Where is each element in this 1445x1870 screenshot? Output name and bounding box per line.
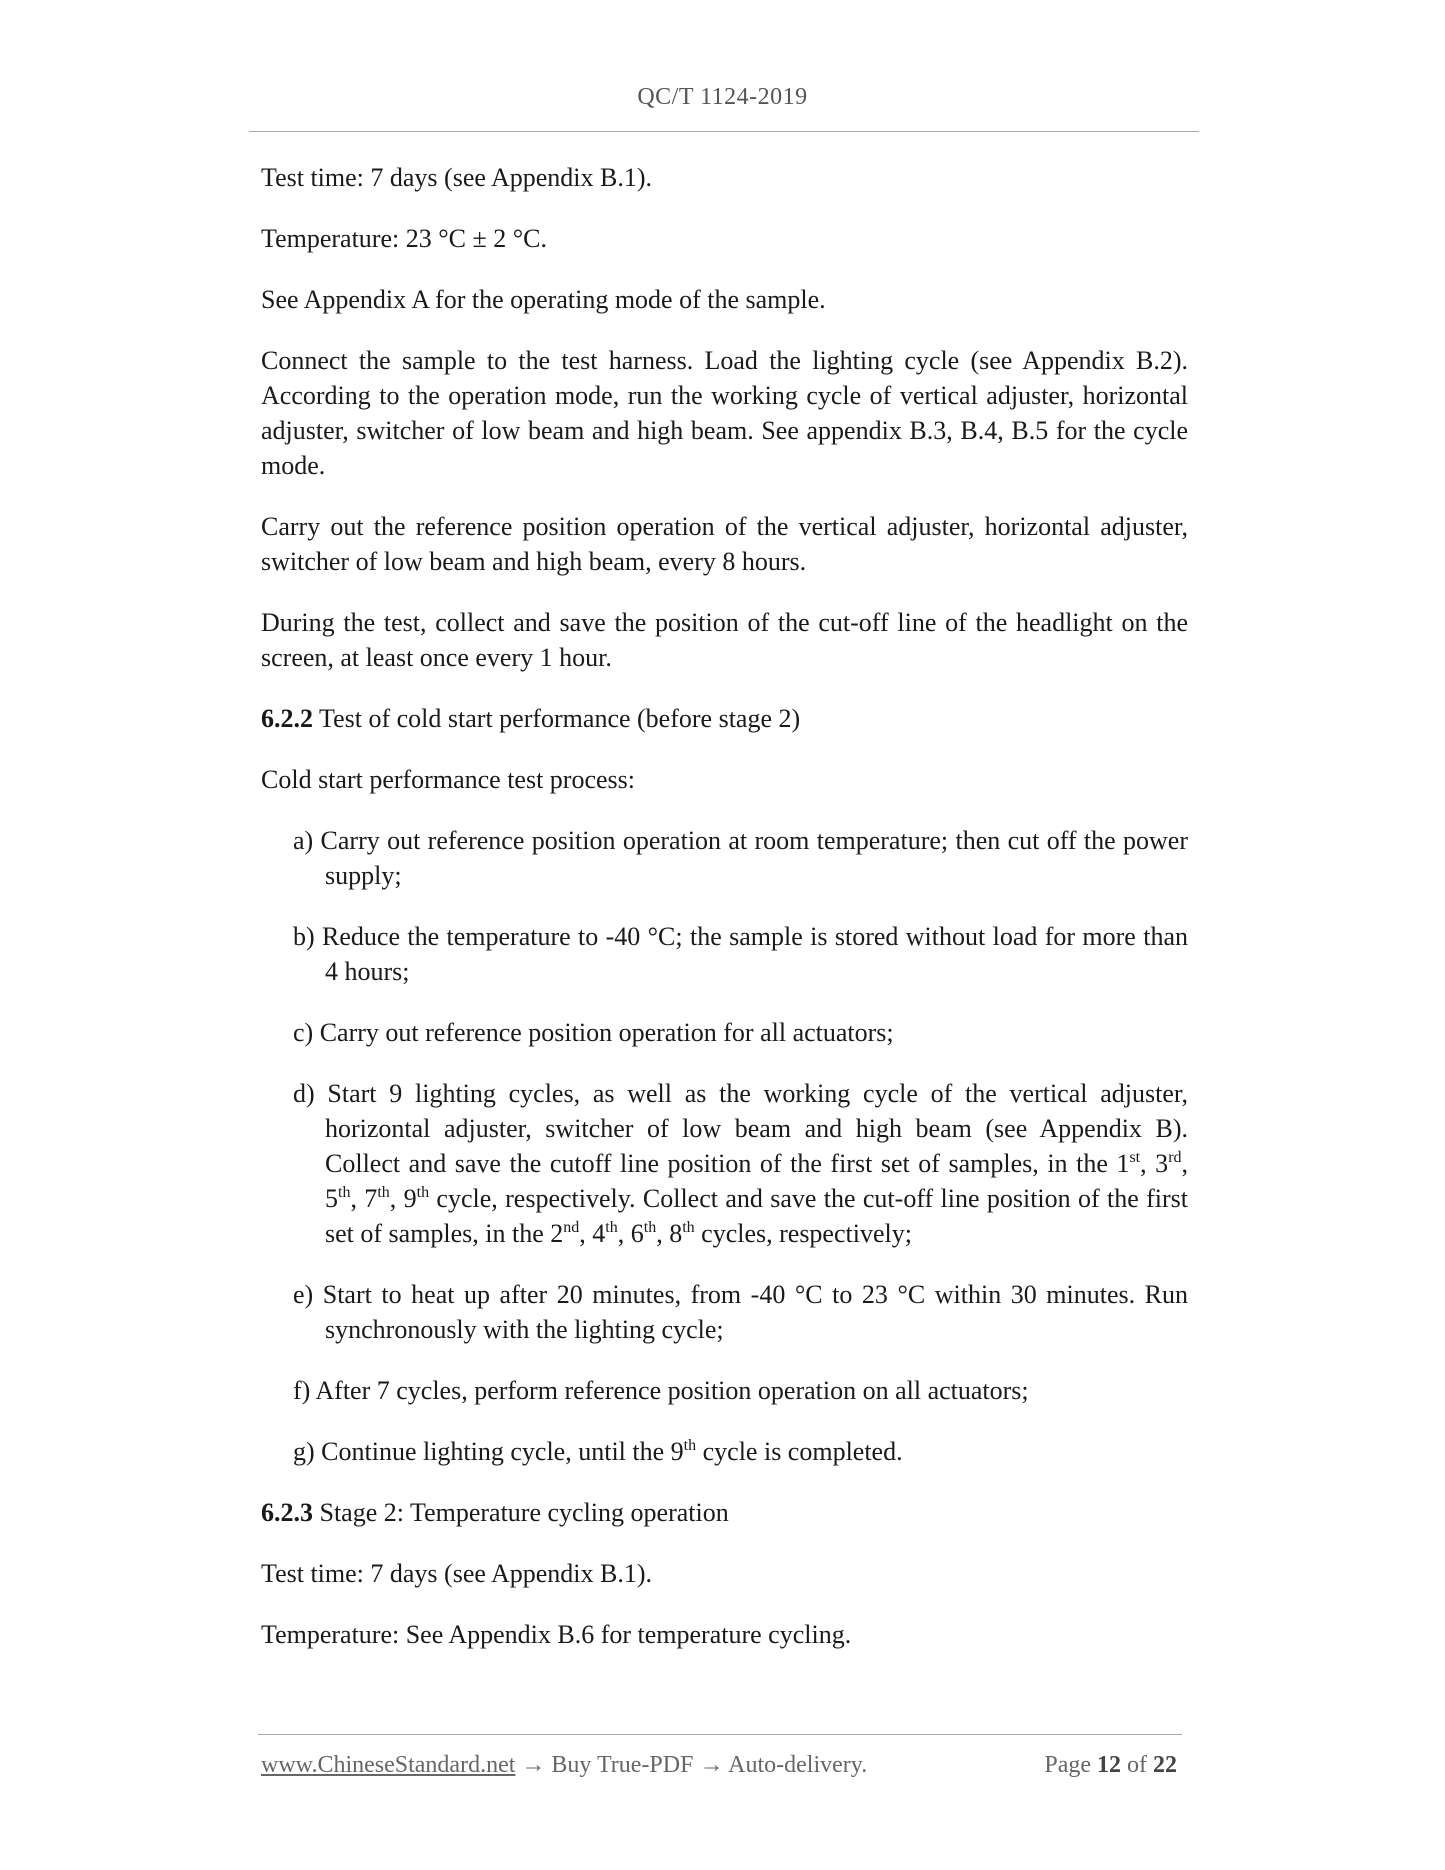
stage2-test-time-paragraph: Test time: 7 days (see Appendix B.1).	[261, 1559, 653, 1588]
stage2-temperature-paragraph: Temperature: See Appendix B.6 for temperature cycling.	[261, 1620, 852, 1649]
document-body	[261, 160, 1188, 1678]
section-number: 6.2.3	[261, 1498, 313, 1527]
auto-delivery-text: Auto-delivery.	[728, 1752, 868, 1778]
section-heading-6-2-2	[261, 701, 1188, 736]
arrow-separator: →	[693, 1752, 729, 1778]
temperature-paragraph: Temperature: 23 °C ± 2 °C.	[261, 224, 547, 253]
list-item-b: b) Reduce the temperature to -40 °C; the sample is stored without load for more than 4 hours;	[293, 922, 1188, 986]
list-item-c: c) Carry out reference position operation for all actuators;	[293, 1018, 894, 1047]
list-item-d: d) Start 9 lighting cycles, as well as the working cycle of the vertical adjuster, horizontal adjuster, switcher of low beam and high beam (see Appendix B). Collect and save the cutoff line position of the first set of samples, in the 1st, 3rd, 5th, 7th, 9th cycle, respectively. Collect and save the cut-off line position of the first set of samples, in the 2nd, 4th, 6th, 8th cycles, respectively;	[293, 1079, 1189, 1248]
section-heading-6-2-3	[261, 1495, 1188, 1530]
page-number: Page 12 of 22	[1044, 1752, 1177, 1778]
footer-divider	[258, 1734, 1182, 1735]
document-code-header: QC/T 1124-2019	[637, 84, 808, 110]
cold-start-intro: Cold start performance test process:	[261, 765, 635, 794]
list-item-a: a) Carry out reference position operation at room temperature; then cut off the power supply;	[293, 826, 1188, 890]
list-item-g: g) Continue lighting cycle, until the 9th cycle is completed.	[293, 1437, 903, 1466]
buy-pdf-text: Buy True-PDF	[551, 1752, 694, 1778]
operating-mode-paragraph: See Appendix A for the operating mode of the sample.	[261, 285, 826, 314]
connect-sample-paragraph: Connect the sample to the test harness. Load the lighting cycle (see Appendix B.2). According to the operation mode, run the working cycle of vertical adjuster, horizontal adjuster, switcher of low beam and high beam. See appendix B.3, B.4, B.5 for the cycle mode.	[261, 346, 1188, 480]
arrow-separator: →	[515, 1752, 552, 1778]
section-title: Test of cold start performance (before stage 2)	[313, 704, 801, 733]
list-item-e: e) Start to heat up after 20 minutes, from -40 °C to 23 °C within 30 minutes. Run synchronously with the lighting cycle;	[293, 1280, 1188, 1344]
section-number: 6.2.2	[261, 704, 313, 733]
site-link[interactable]: www.ChineseStandard.net	[261, 1752, 516, 1778]
header-divider	[249, 131, 1199, 132]
test-time-paragraph: Test time: 7 days (see Appendix B.1).	[261, 163, 653, 192]
cutoff-collection-paragraph: During the test, collect and save the position of the cut-off line of the headlight on the screen, at least once every 1 hour.	[261, 608, 1188, 672]
reference-position-paragraph: Carry out the reference position operation of the vertical adjuster, horizontal adjuster, switcher of low beam and high beam, every 8 hours.	[261, 512, 1188, 576]
footer-links	[261, 1752, 867, 1779]
current-page: 12	[1097, 1752, 1121, 1778]
list-item-f: f) After 7 cycles, perform reference position operation on all actuators;	[293, 1376, 1029, 1405]
cold-start-steps-list	[261, 823, 1188, 1469]
section-title: Stage 2: Temperature cycling operation	[313, 1498, 729, 1527]
total-pages: 22	[1153, 1752, 1177, 1778]
